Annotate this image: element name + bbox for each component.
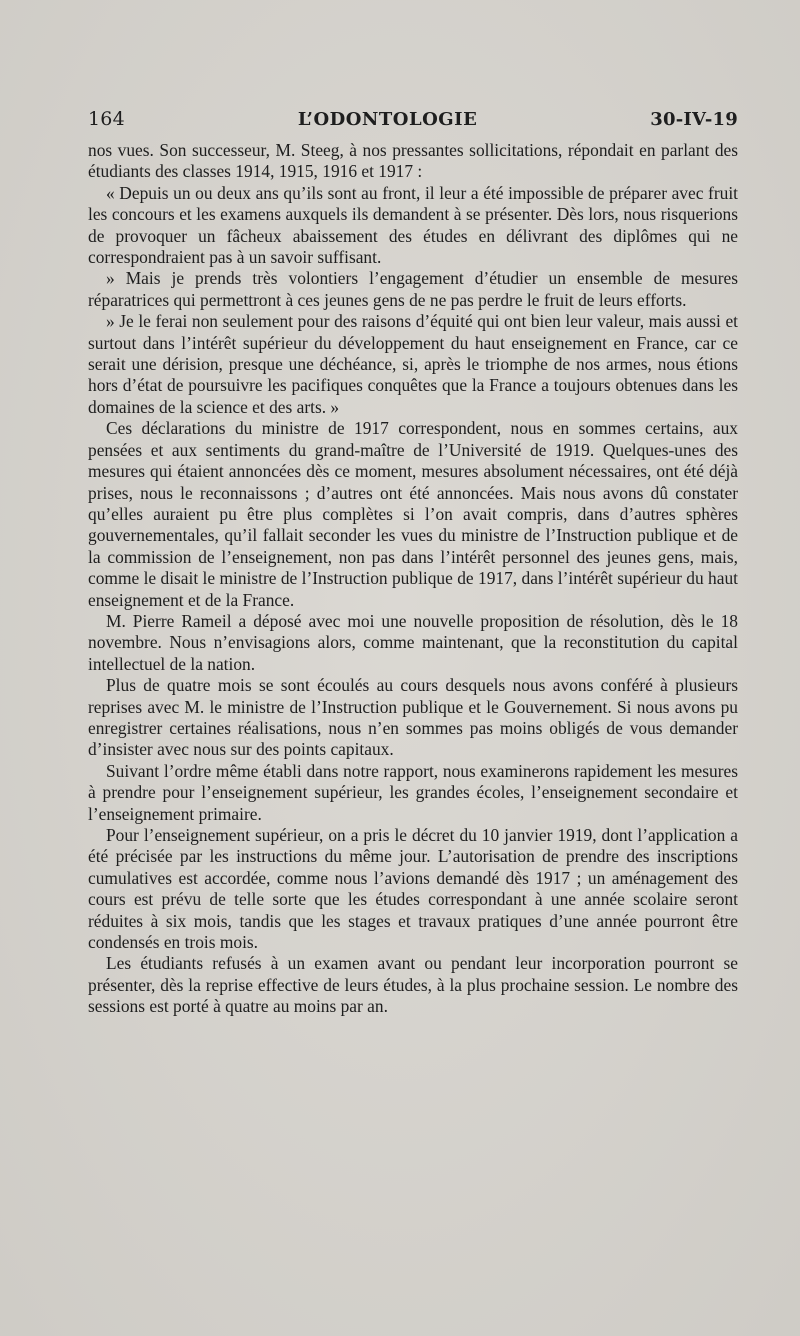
paragraph: » Mais je prends très volontiers l’engagement d’étudier un ensemble de mesures réparatrices qui permettront à ces jeunes gens de ne pas perdre le fruit de leurs efforts. [88, 268, 738, 310]
paragraph: Ces déclarations du ministre de 1917 correspondent, nous en sommes certains, aux pensées et aux sentiments du grand-maître de l’Université de 1919. Quelques-unes des mesures qui étaient annoncées dès ce moment, mesures absolument nécessaires, ont été déjà prises, nous le reconnaissons ; d’autres ont été annoncées. Mais nous avons dû constater qu’elles auraient pu être plus complètes si l’on avait compris, dans d’autres sphères gouvernementales, qu’il fallait seconder les vues du ministre de l’Instruction publique et de la commission de l’enseignement, non pas dans l’intérêt personnel des jeunes gens, mais, comme le disait le ministre de l’Instruction publique de 1917, dans l’intérêt supérieur du haut enseignement et de la France. [88, 418, 738, 610]
paragraph: Plus de quatre mois se sont écoulés au cours desquels nous avons conféré à plusieurs reprises avec M. le ministre de l’Instruction publique et le Gouvernement. Si nous avons pu enregistrer certaines réalisations, nous n’en sommes pas moins obligés de vous demander d’insister avec nous sur des points capitaux. [88, 675, 738, 760]
paragraph: « Depuis un ou deux ans qu’ils sont au front, il leur a été impossible de préparer avec fruit les concours et les examens auxquels ils demandent à se présenter. Dès lors, nous risquerions de provoquer un fâcheux abaissement des études en délivrant des diplômes qui ne correspondraient pas à un savoir suffisant. [88, 182, 738, 268]
page-number: 164 [88, 108, 125, 130]
journal-title: L’ODONTOLOGIE [297, 109, 478, 130]
paragraph: Suivant l’ordre même établi dans notre rapport, nous examinerons rapidement les mesures à prendre pour l’enseignement supérieur, les grandes écoles, l’enseignement secondaire et l’enseignement primaire. [88, 760, 738, 824]
issue-date: 30-IV-19 [650, 109, 738, 130]
paragraph: M. Pierre Rameil a déposé avec moi une nouvelle proposition de résolution, dès le 18 novembre. Nous n’envisagions alors, comme maintenant, que la reconstitution du capital intellectuel de la nation. [88, 610, 738, 674]
paragraph: Pour l’enseignement supérieur, on a pris le décret du 10 janvier 1919, dont l’application a été précisée par les instructions du même jour. L’autorisation de prendre des inscriptions cumulatives est accordée, comme nous l’avions demandé dès 1917 ; un aménagement des cours est prévu de telle sorte que les études correspondant à une année scolaire seront réduites à six mois, tandis que les stages et travaux pratiques d’une année pourront être condensés en trois mois. [88, 825, 738, 953]
paragraph: nos vues. Son successeur, M. Steeg, à nos pressantes sollicitations, répondait en parlant des étudiants des classes 1914, 1915, 1916 et 1917 : [88, 140, 738, 182]
paragraph: » Je le ferai non seulement pour des raisons d’équité qui ont bien leur valeur, mais aussi et surtout dans l’intérêt supérieur du développement du haut enseignement en France, car ce serait une dérision, presque une déchéance, si, après le triomphe de nos armes, nous étions hors d’état de poursuivre les pacifiques conquêtes que la France a toujours obtenues dans les domaines de la science et des arts. » [88, 311, 738, 417]
running-head [88, 108, 738, 130]
paragraph: Les étudiants refusés à un examen avant ou pendant leur incorporation pourront se présenter, dès la reprise effective de leurs études, à la plus prochaine session. Le nombre des sessions est porté à quatre au moins par an. [88, 953, 738, 1017]
body-text [88, 140, 738, 1018]
